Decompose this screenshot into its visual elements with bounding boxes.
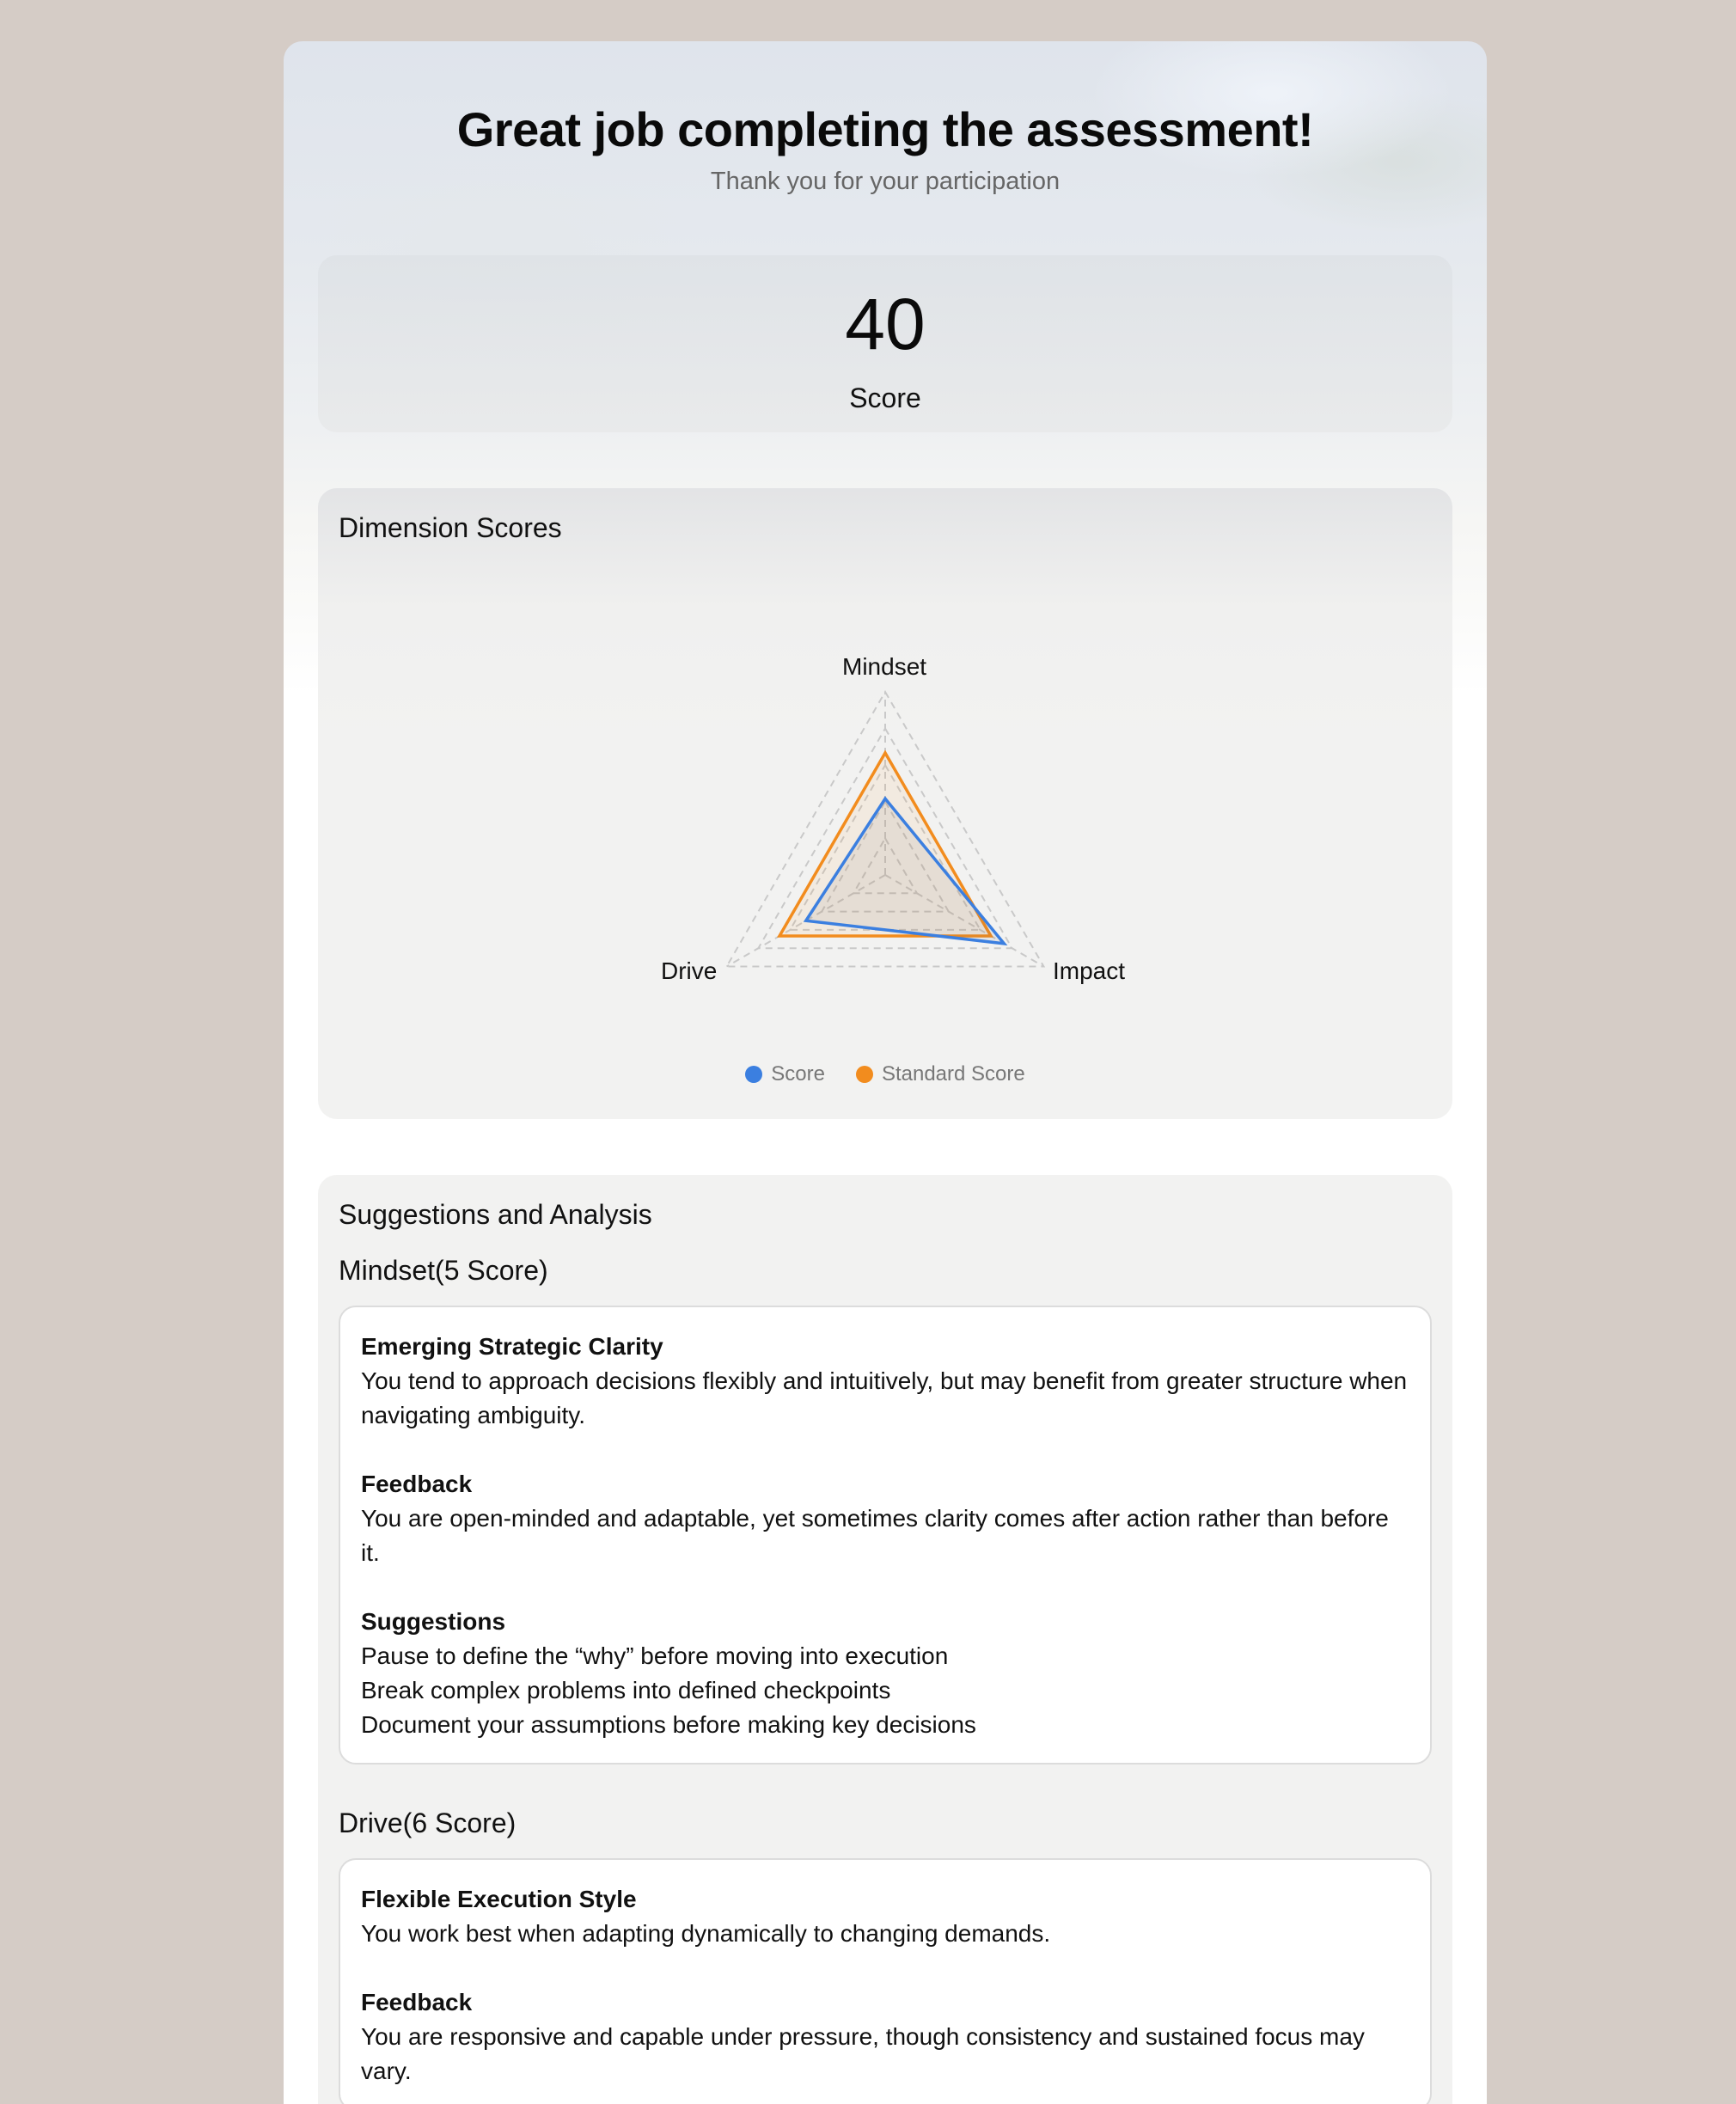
suggestion-item: Break complex problems into defined checkpoints	[361, 1677, 891, 1703]
chart-legend	[318, 1062, 1452, 1086]
profile-text: You tend to approach decisions flexibly and intuitively, but may benefit from greater structure when navigating ambiguity.	[361, 1367, 1408, 1428]
dimension-heading: Drive(6 Score)	[339, 1807, 517, 1838]
suggestion-item: Pause to define the “why” before moving into execution	[361, 1642, 949, 1669]
feedback-label: Feedback	[361, 1471, 473, 1497]
dimension-analysis-box	[339, 1306, 1432, 1765]
feedback-text: You are responsive and capable under pressure, though consistency and sustained focus may vary.	[361, 2023, 1365, 2084]
total-score-panel	[318, 255, 1452, 432]
legend-item-standard-score[interactable]	[856, 1062, 1025, 1086]
dimension-drive	[339, 1807, 1432, 2104]
total-score-value: 40	[845, 284, 926, 364]
dimension-scores-title: Dimension Scores	[339, 512, 562, 543]
dimension-mindset	[339, 1255, 1432, 1765]
results-header	[284, 41, 1487, 196]
axis-label-drive: Drive	[661, 957, 718, 984]
suggestions-panel	[318, 1175, 1452, 2104]
feedback-label: Feedback	[361, 1989, 473, 2015]
axis-label-impact: Impact	[1053, 957, 1126, 984]
legend-item-score[interactable]	[745, 1062, 825, 1086]
profile-title: Emerging Strategic Clarity	[361, 1333, 663, 1360]
total-score-label: Score	[849, 382, 921, 413]
profile-text: You work best when adapting dynamically to changing demands.	[361, 1920, 1051, 1947]
axis-label-mindset: Mindset	[842, 653, 927, 680]
profile-title: Flexible Execution Style	[361, 1886, 637, 1912]
dimension-heading: Mindset(5 Score)	[339, 1255, 548, 1286]
radar-chart	[318, 488, 1452, 1119]
suggestion-item: Document your assumptions before making key decisions	[361, 1711, 976, 1738]
suggestions-title: Suggestions and Analysis	[339, 1199, 652, 1230]
page-subtitle: Thank you for your participation	[710, 168, 1061, 195]
suggestions-label: Suggestions	[361, 1608, 506, 1635]
legend-dot-score-icon	[745, 1066, 762, 1083]
dimension-scores-panel	[318, 488, 1452, 1119]
dimension-analysis-box	[339, 1858, 1432, 2104]
legend-label-standard-score: Standard Score	[881, 1062, 1025, 1086]
legend-label-score: Score	[771, 1062, 825, 1086]
feedback-text: You are open-minded and adaptable, yet sometimes clarity comes after action rather than before it.	[361, 1505, 1389, 1566]
results-card	[284, 41, 1487, 2104]
legend-dot-standard-score-icon	[856, 1066, 873, 1083]
page-title: Great job completing the assessment!	[456, 102, 1314, 156]
